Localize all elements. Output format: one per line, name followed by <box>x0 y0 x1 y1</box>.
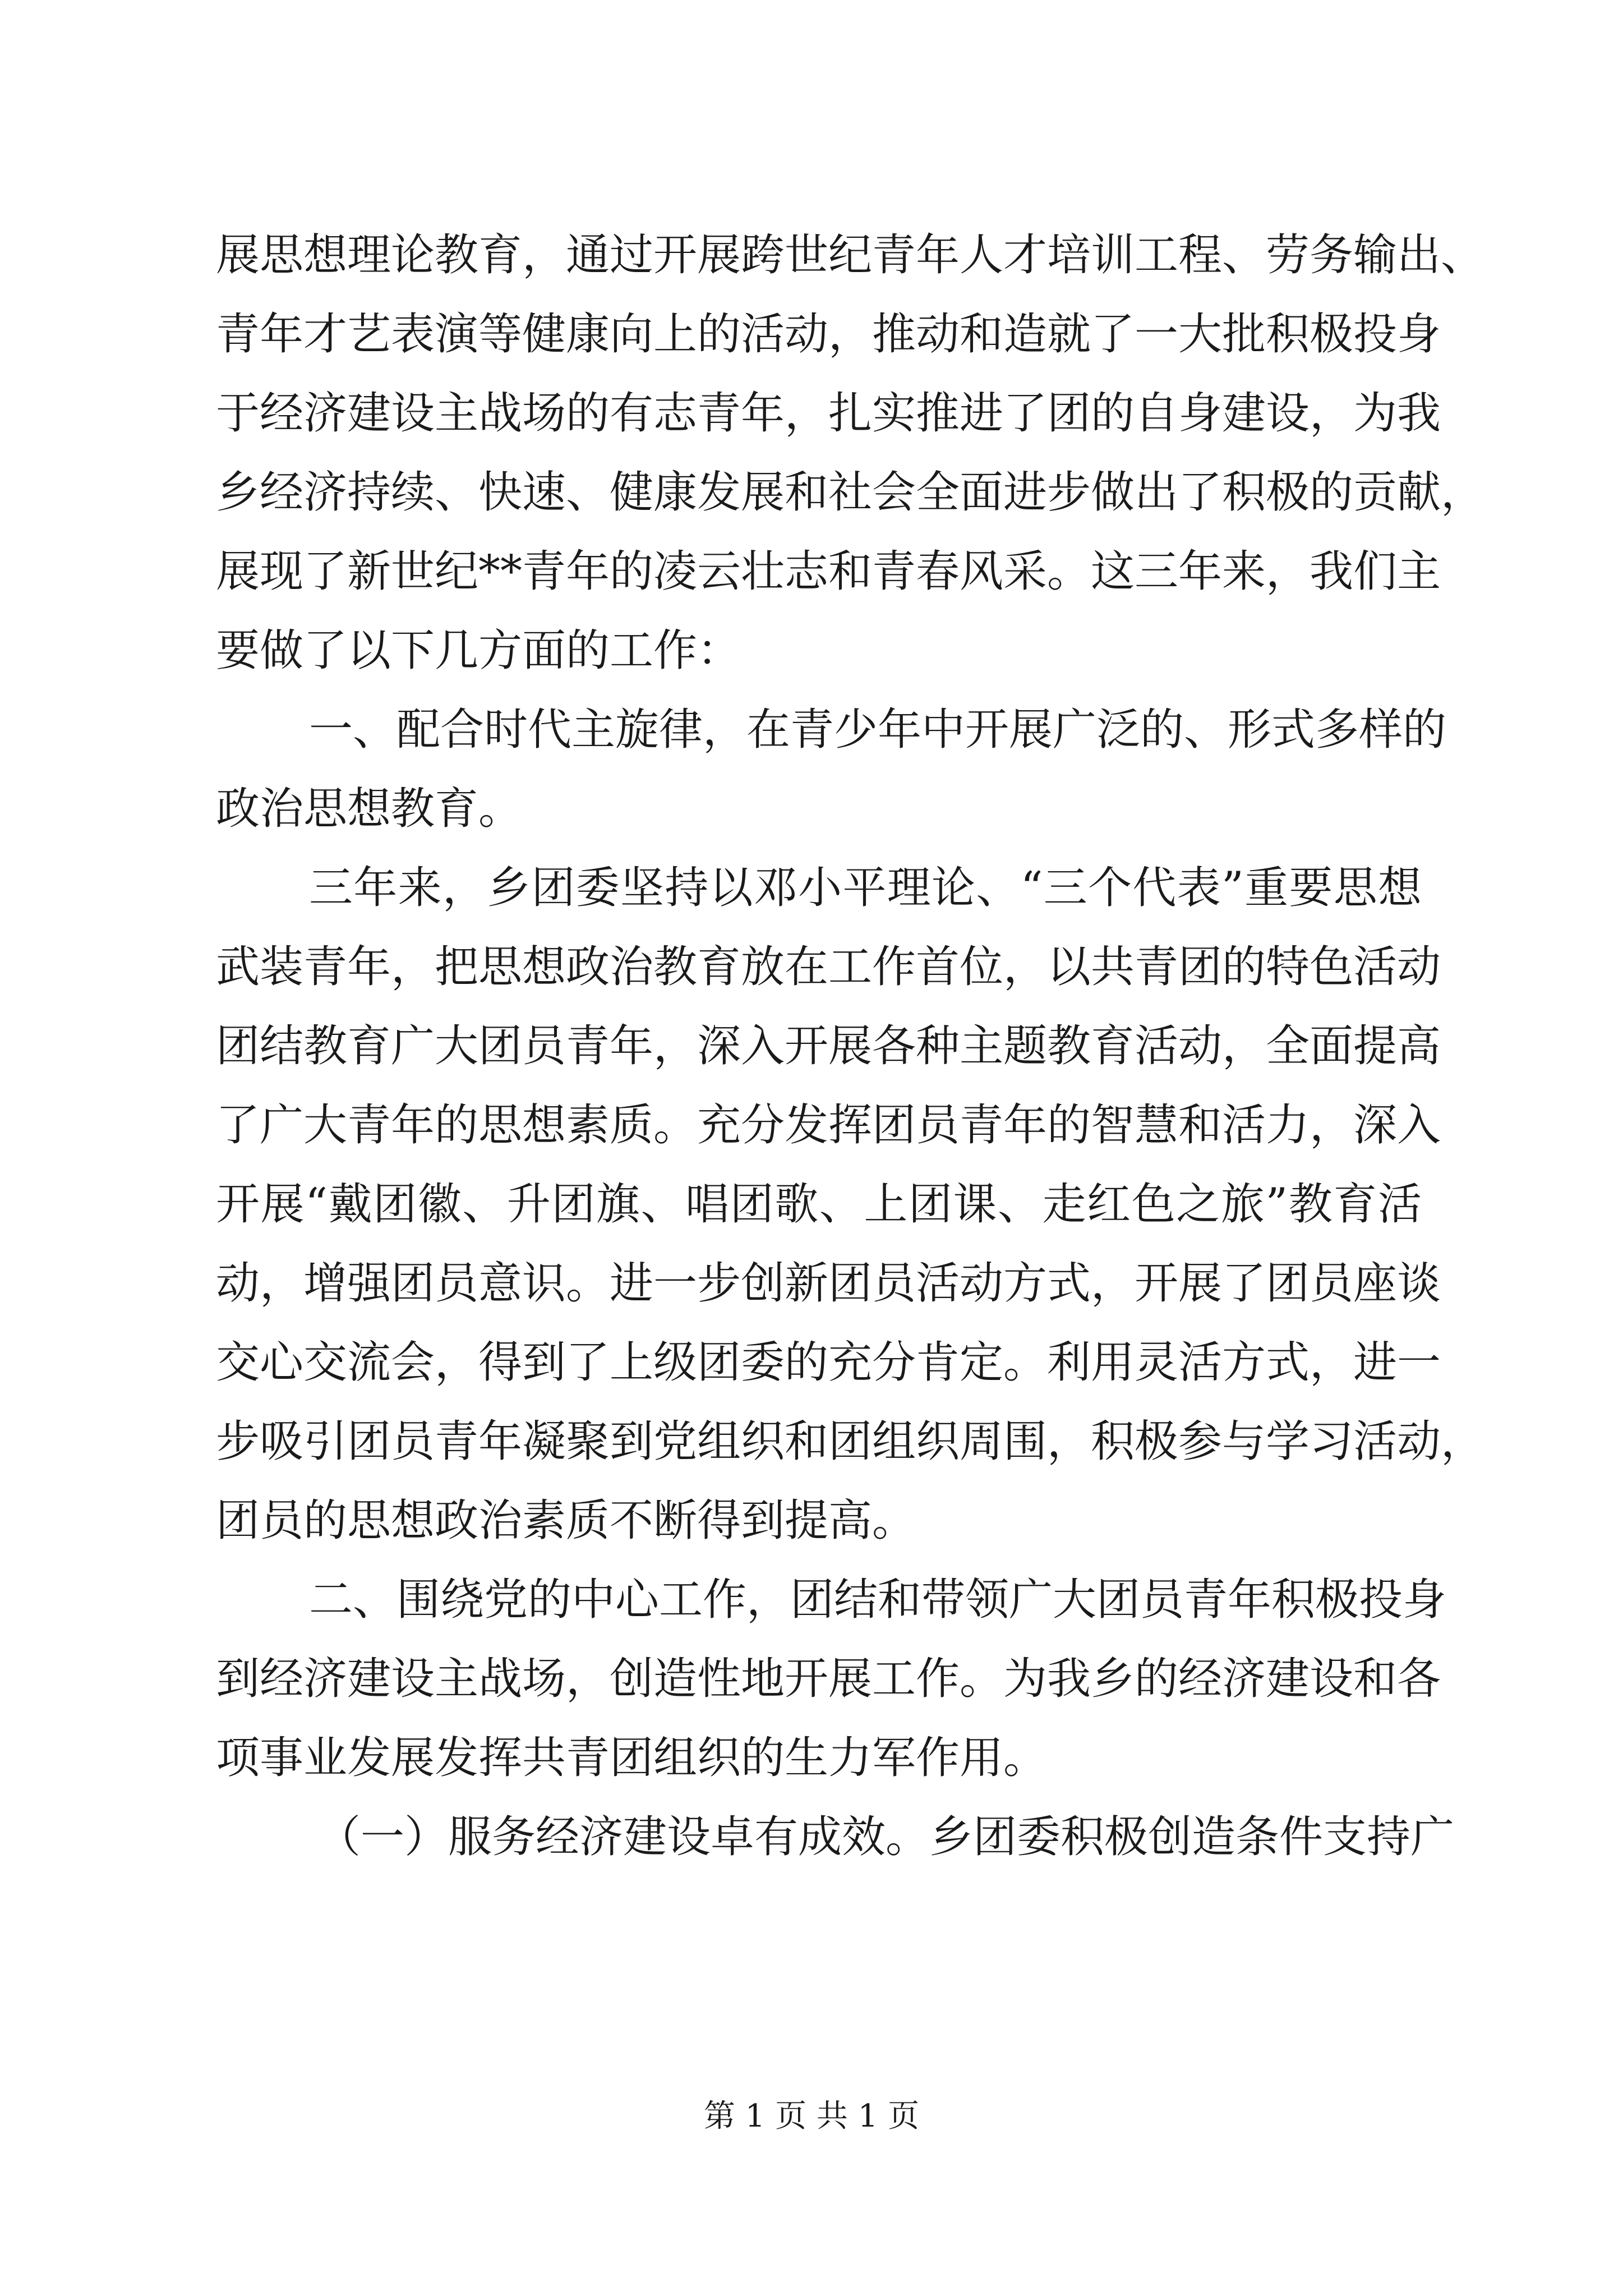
text-line: 青年才艺表演等健康向上的活动，推动和造就了一大批积极投身 <box>216 309 1441 360</box>
page-number-label: 第 1 页 共 1 页 <box>703 2098 920 2134</box>
text-line: 展思想理论教育，通过开展跨世纪青年人才培训工程、劳务输出、 <box>216 230 1485 280</box>
page-footer <box>0 2097 1623 2136</box>
section-heading-line: 政治思想教育。 <box>216 784 523 834</box>
text-line: 开展“戴团徽、升团旗、唱团歌、上团课、走红色之旅”教育活 <box>216 1179 1422 1230</box>
text-line: 交心交流会，得到了上级团委的充分肯定。利用灵活方式，进一 <box>216 1337 1441 1388</box>
text-line: 步吸引团员青年凝聚到党组织和团组织周围，积极参与学习活动， <box>216 1416 1485 1467</box>
text-line: 要做了以下几方面的工作： <box>216 625 741 676</box>
text-line: 团结教育广大团员青年，深入开展各种主题教育活动，全面提高 <box>216 1021 1441 1071</box>
text-line: 团员的思想政治素质不断得到提高。 <box>216 1496 916 1546</box>
text-line: 武装青年，把思想政治教育放在工作首位，以共青团的特色活动 <box>216 942 1441 992</box>
document-body <box>216 216 1485 1877</box>
text-line: 动，增强团员意识。进一步创新团员活动方式，开展了团员座谈 <box>216 1258 1441 1309</box>
text-line: 三年来，乡团委坚持以邓小平理论、“三个代表”重要思想 <box>309 863 1422 913</box>
section-heading-line: 一、配合时代主旋律，在青少年中开展广泛的、形式多样的 <box>309 705 1447 755</box>
subsection-heading-line: （一）服务经济建设卓有成效。乡团委积极创造条件支持广 <box>317 1812 1455 1862</box>
text-line: 项事业发展发挥共青团组织的生力军作用。 <box>216 1733 1048 1783</box>
section-heading-line: 二、围绕党的中心工作，团结和带领广大团员青年积极投身 <box>309 1575 1447 1625</box>
text-line: 展现了新世纪**青年的凌云壮志和青春风采。这三年来，我们主 <box>216 546 1441 597</box>
text-line: 了广大青年的思想素质。充分发挥团员青年的智慧和活力，深入 <box>216 1100 1441 1151</box>
text-line: 于经济建设主战场的有志青年，扎实推进了团的自身建设，为我 <box>216 388 1441 439</box>
text-line: 乡经济持续、快速、健康发展和社会全面进步做出了积极的贡献， <box>216 467 1485 518</box>
text-line: 到经济建设主战场，创造性地开展工作。为我乡的经济建设和各 <box>216 1654 1441 1704</box>
